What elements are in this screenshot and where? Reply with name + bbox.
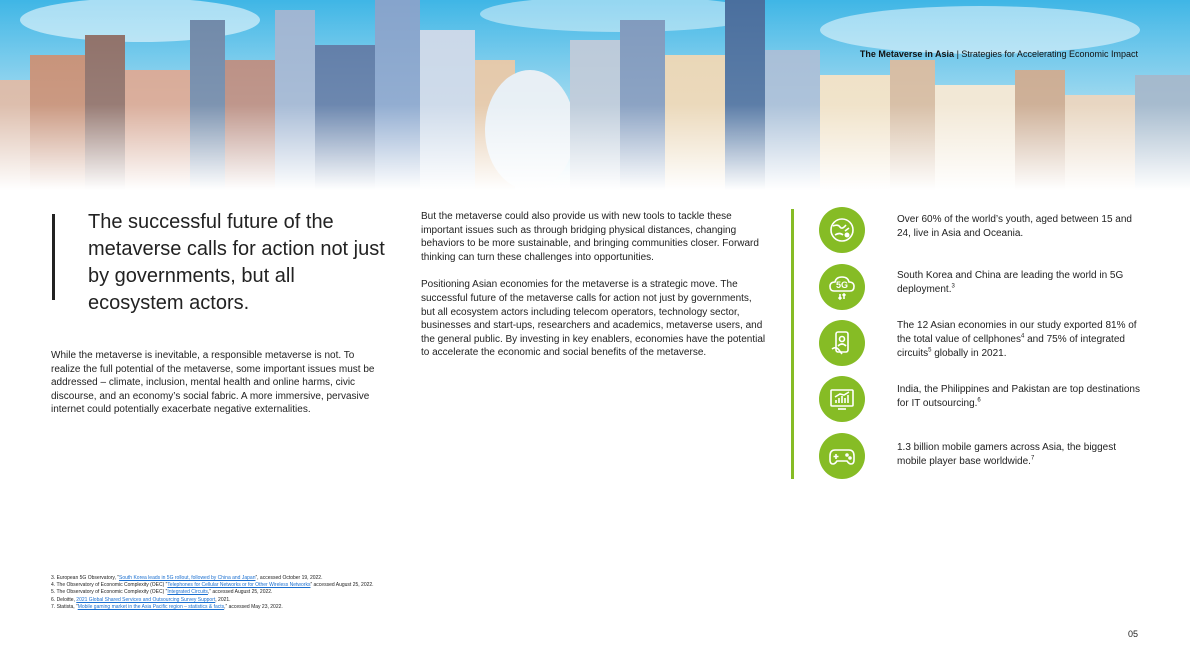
quote-bar [52,214,55,300]
footnote-ref-3: 3 [951,283,955,290]
footnote-4 [51,582,651,589]
footnote-text: The Observatory of Economic Complexity (OEC) “ [56,589,168,596]
footnote-number: 5. [51,589,56,596]
footnote-text: Statista, “ [56,603,78,610]
stat-exports-text-1: The 12 Asian economies in our study exported 81% of the total value of cellphones [897,320,1137,345]
footnote-number: 7. [51,603,56,610]
footnote-3 [51,575,651,582]
middle-paragraph-1: But the metaverse could also provide us with new tools to tackle these important issues such as through bridging physical distances, changing behaviors to be more sustainable, and bringing communities closer. Forward thinking can turn these challenges into opportunities. [421,211,759,263]
footnote-link[interactable]: South Korea leads in 5G rollout, followed by China and Japan [119,575,256,581]
footnote-text: ” accessed August 25, 2022. [310,582,374,589]
footnote-ref-7: 7 [1030,455,1035,462]
bar-chart-monitor-icon [819,376,865,422]
footnote-link[interactable]: Telephones for Cellular Networks or for Other Wireless Networks [167,582,311,589]
stat-gamers [897,441,1142,469]
footnote-text: ,” accessed May 23, 2022. [224,603,283,610]
footnote-6 [51,597,651,604]
stat-outsourcing-text: India, the Philippines and Pakistan are top destinations for IT outsourcing. [897,384,1140,409]
stat-youth: Over 60% of the world’s youth, aged between 15 and 24, live in Asia and Oceania. [897,214,1132,239]
stat-gamers-text: 1.3 billion mobile gamers across Asia, the biggest mobile player base worldwide. [897,442,1117,467]
footnote-link[interactable]: Integrated Circuits [167,589,208,596]
footnote-text: European 5G Observatory, “ [56,575,119,581]
middle-column [421,210,766,374]
stat-exports-text-2: and 75% of integrated circuits [897,334,1125,359]
footnote-ref-5: 5 [928,347,932,354]
header-title: The Metaverse in Asia [859,49,955,59]
globe-people-icon [819,207,865,253]
stat-5g [897,269,1142,297]
footnote-5 [51,589,651,596]
5g-label: 5G [835,280,848,290]
footnote-link[interactable]: Mobile gaming market in the Asia Pacific region – statistics & facts [77,603,225,610]
footnote-number: 3. [51,575,56,581]
running-header [860,49,1138,59]
footnote-ref-4: 4 [1020,333,1025,340]
green-divider [791,209,794,479]
footnote-7 [51,604,651,611]
stat-exports-text-3: globally in 2021. [931,348,1007,359]
footnote-text: ,” accessed August 25, 2022. [207,589,273,596]
footnote-link[interactable]: 2021 Global Shared Services and Outsourcing Survey Support [76,596,216,603]
gamepad-icon [819,433,865,479]
stat-outsourcing [897,383,1142,411]
footnote-number: 4. [51,582,56,589]
footnote-text: Deloitte, [56,596,77,603]
footnote-text: , 2021. [215,596,231,603]
header-subtitle: Strategies for Accelerating Economic Impact [961,49,1138,59]
5g-cloud-icon [819,264,865,310]
stat-exports [897,319,1142,361]
middle-paragraph-2: Positioning Asian economies for the metaverse is a strategic move. The successful future of the metaverse calls for action not just by governments, but all ecosystem actors including telecom operators, technology sector, businesses and start-ups, researchers and academics, metaverse users, and the general public. By investing in key enablers, economies have the potential to accelerate the economic and social benefits of the metaverse. [421,279,766,359]
header-separator: | [954,49,962,59]
footnote-text: ”, accessed October 19, 2022. [255,575,323,581]
footnotes [51,575,651,611]
hero-cityscape-image [0,0,1190,190]
footnote-ref-6: 6 [977,397,981,404]
pull-quote: The successful future of the metaverse calls for action not just by governments, but all ecosystem actors. [88,211,385,314]
left-body-text: While the metaverse is inevitable, a responsible metaverse is not. To realize the full potential of the metaverse, some important issues must be addressed – climate, inclusion, mental health and online harms, civic discourse, and an economy’s social fabric. A more immersive, pervasive internet could potentially exacerbate negative externalities. [51,350,375,416]
stat-5g-text: South Korea and China are leading the world in 5G deployment. [897,270,1124,295]
footnote-text: The Observatory of Economic Complexity (OEC) “ [56,582,168,589]
page-number: 05 [1127,629,1138,639]
footnote-number: 6. [51,596,56,603]
cellphone-hand-icon [819,320,865,366]
